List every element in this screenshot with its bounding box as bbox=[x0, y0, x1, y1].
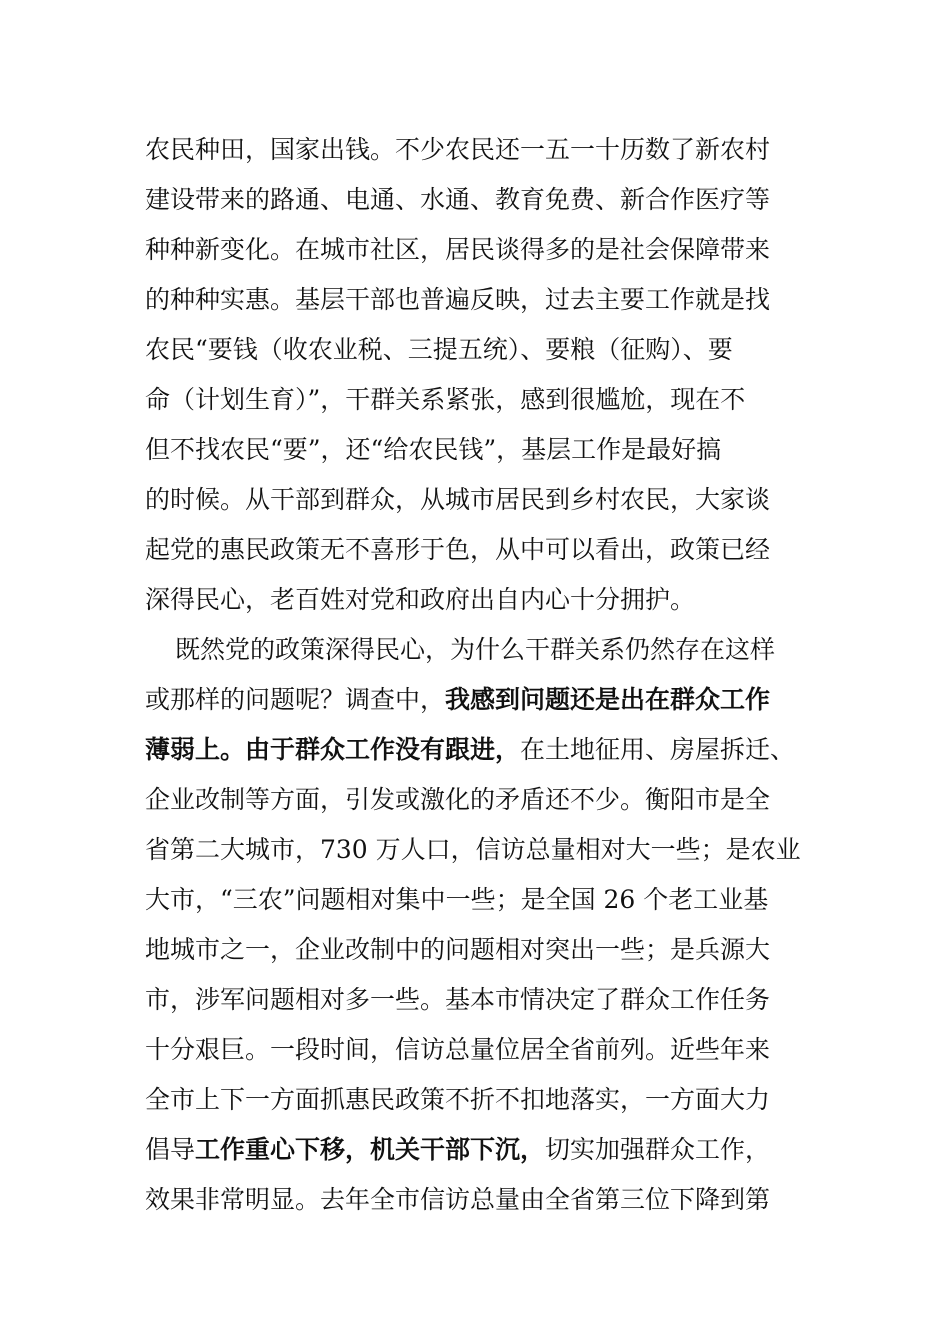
text-run: 的时候。从干部到群众，从城市居民到乡村农民，大家谈 bbox=[145, 485, 771, 514]
text-run: 十分艰巨。一段时间，信访总量位居全省前列。近些年来 bbox=[145, 1035, 771, 1064]
paragraph-line bbox=[145, 385, 745, 415]
paragraph-line bbox=[145, 935, 770, 965]
paragraph-line bbox=[145, 235, 770, 265]
bold-text-run: 我感到问题还是出在群众工作 bbox=[445, 685, 771, 714]
paragraph-line bbox=[145, 535, 770, 565]
text-run: 命（计划生育）”，干群关系紧张，感到很尴尬，现在不 bbox=[145, 385, 746, 414]
text-run: 农民“要钱（收农业税、三提五统）、要粮（征购）、要 bbox=[145, 335, 733, 364]
text-run: 或那样的问题呢？调查中， bbox=[145, 685, 446, 714]
text-run: 种种新变化。在城市社区，居民谈得多的是社会保障带来 bbox=[145, 235, 771, 264]
paragraph-line bbox=[145, 135, 770, 165]
text-run: 既然党的政策深得民心，为什么干群关系仍然存在这样 bbox=[175, 635, 776, 664]
text-run: 在土地征用、房屋拆迁、 bbox=[520, 735, 796, 764]
paragraph-line bbox=[145, 285, 770, 315]
paragraph-line bbox=[145, 1035, 770, 1065]
text-run: 农民种田，国家出钱。不少农民还一五一十历数了新农村 bbox=[145, 135, 771, 164]
paragraph-line bbox=[145, 1185, 770, 1215]
text-run: 效果非常明显。去年全市信访总量由全省第三位下降到第 bbox=[145, 1185, 771, 1214]
text-run: 深得民心，老百姓对党和政府出自内心十分拥护。 bbox=[145, 585, 696, 614]
paragraph-line bbox=[145, 835, 801, 865]
text-run: 起党的惠民政策无不喜形于色，从中可以看出，政策已经 bbox=[145, 535, 771, 564]
text-run: 全市上下一方面抓惠民政策不折不扣地落实，一方面大力 bbox=[145, 1085, 771, 1114]
paragraph-line bbox=[145, 485, 770, 515]
text-run: 建设带来的路通、电通、水通、教育免费、新合作医疗等 bbox=[145, 185, 771, 214]
paragraph-line bbox=[145, 1085, 770, 1115]
text-run: 企业改制等方面，引发或激化的矛盾还不少。衡阳市是全 bbox=[145, 785, 771, 814]
bold-text-run: 薄弱上。由于群众工作没有跟进， bbox=[145, 735, 521, 764]
paragraph-line bbox=[145, 785, 770, 815]
paragraph-line bbox=[145, 885, 768, 915]
text-run: 市，涉军问题相对多一些。基本市情决定了群众工作任务 bbox=[145, 985, 771, 1014]
paragraph-line bbox=[145, 685, 770, 715]
paragraph-line bbox=[145, 185, 770, 215]
text-run: 切实加强群众工作， bbox=[545, 1135, 771, 1164]
text-run: 倡导 bbox=[145, 1135, 196, 1164]
paragraph-line bbox=[145, 335, 733, 365]
text-run: 但不找农民“要”，还“给农民钱”，基层工作是最好搞 bbox=[145, 435, 722, 464]
paragraph-line bbox=[145, 1135, 770, 1165]
text-run: 大市，“三农”问题相对集中一些；是全国 26 个老工业基 bbox=[145, 885, 769, 914]
paragraph-line bbox=[145, 585, 695, 615]
text-run: 地城市之一，企业改制中的问题相对突出一些；是兵源大 bbox=[145, 935, 771, 964]
bold-text-run: 工作重心下移，机关干部下沉， bbox=[195, 1135, 546, 1164]
paragraph-line bbox=[145, 435, 721, 465]
paragraph-line bbox=[145, 985, 770, 1015]
paragraph-line bbox=[145, 735, 795, 765]
text-run: 省第二大城市，730 万人口，信访总量相对大一些；是农业 bbox=[145, 835, 801, 864]
text-run: 的种种实惠。基层干部也普遍反映，过去主要工作就是找 bbox=[145, 285, 771, 314]
paragraph-line bbox=[175, 635, 775, 665]
